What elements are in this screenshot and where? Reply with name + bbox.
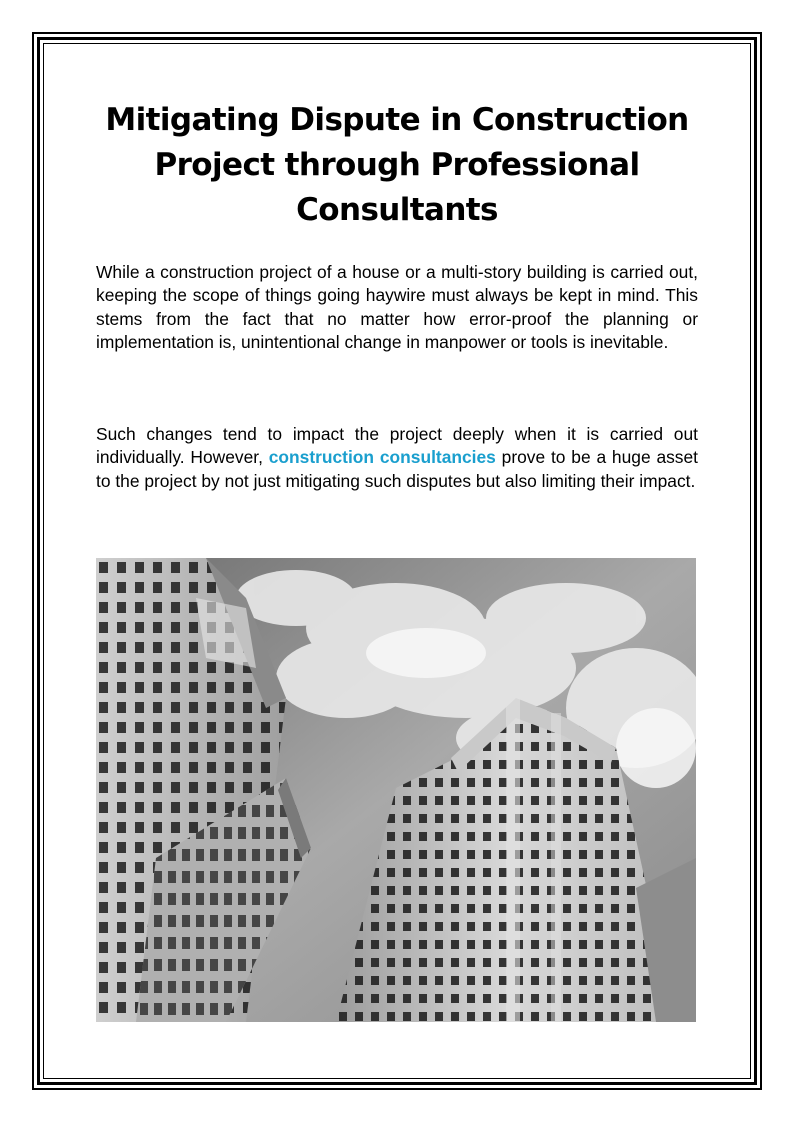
paragraph-consultancies: [96, 423, 698, 493]
paragraph-text-before-link: Such changes tend to impact the project deeply when it is carried out individually. However,: [96, 424, 698, 468]
buildings-illustration: [96, 558, 696, 1022]
buildings-photo: [96, 558, 696, 1022]
document-title: Mitigating Dispute in Construction Project through Professional Consultants: [105, 102, 689, 228]
paragraph-intro: While a construction project of a house or a multi-story building is carried out, keeping the scope of things going haywire must always be kept in mind. This stems from the fact that no matter how error-proof the planning or implementation is, unintentional change in manpower or tools is inevitable.: [96, 262, 698, 352]
paragraph-text-after-link: prove to be a huge asset to the project by not just mitigating such disputes but also limiting their impact.: [96, 447, 699, 491]
construction-consultancies-link[interactable]: construction consultancies: [268, 447, 496, 468]
